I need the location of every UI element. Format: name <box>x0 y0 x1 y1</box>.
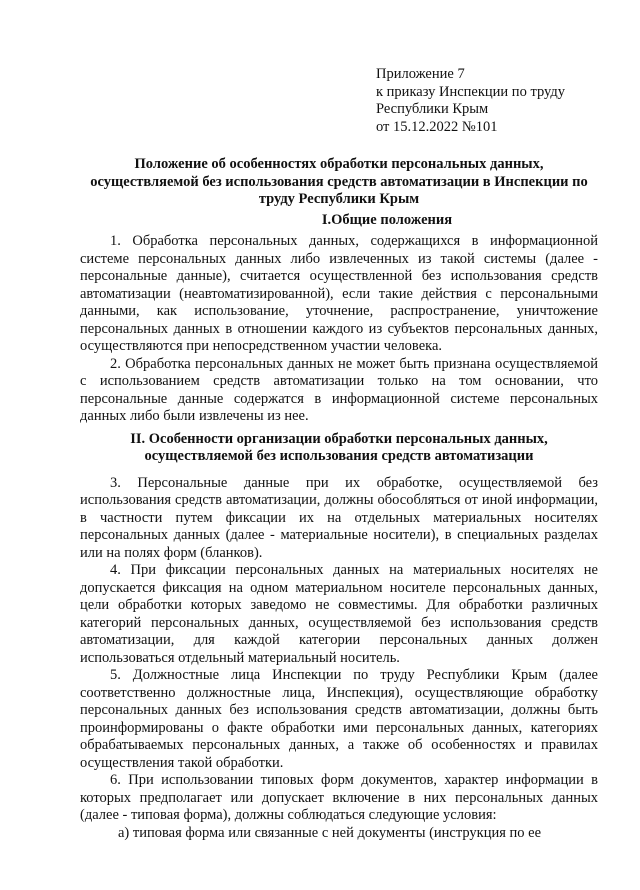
annex-region: Республики Крым <box>376 101 489 117</box>
paragraph-3: 3. Персональные данные при их обработке, осуществляемой без использования средств автоматизации, должны обособляться от иной информации, в частности путем фиксации их на отдельных материальных носителях персональных данных (далее - материальные носители), в специальных разделах или на полях форм (бланков). <box>80 474 598 561</box>
document-body <box>80 156 598 842</box>
paragraph-2: 2. Обработка персональных данных не может быть признана осуществляемой с использованием средств автоматизации только на том основании, что персональные данные содержатся в информационной системе персональных данных либо были извлечены из нее. <box>80 355 598 424</box>
paragraph-6a: а) типовая форма или связанные с ней документы (инструкция по ее <box>118 824 542 841</box>
section-1-heading: I.Общие положения <box>321 211 453 228</box>
paragraph-1: 1. Обработка персональных данных, содержащихся в информационной системе персональных данных либо извлеченных из такой системы (далее - персональные данные), считается осуществленной без использования средств автоматизации (неавтоматизированной), если такие действия с персональными данными, как использование, уточнение, распространение, уничтожение персональных данных в отношении каждого из субъектов персональных данных, осуществляются при непосредственном участии человека. <box>80 233 598 354</box>
paragraph-4: 4. При фиксации персональных данных на материальных носителях не допускается фиксация на одном материальном носителе персональных данных, цели обработки которых заведомо не совместимы. Для обработки различных категорий персональных данных, осуществляемой без использования средств автоматизации, для каждой категории персональных данных должен использоваться отдельный материальный носитель. <box>80 562 598 666</box>
section-2-heading: II. Особенности организации обработки персональных данных, осуществляемой без использования средств автоматизации <box>130 430 548 464</box>
annex-number: Приложение 7 <box>376 66 465 82</box>
paragraph-5: 5. Должностные лица Инспекции по труду Республики Крым (далее соответственно должностные лица, Инспекция), осуществляющие обработку персональных данных без использования средств автоматизации, должны быть проинформированы о факте обработки ими персональных данных, категориях обрабатываемых персональных данных, а также об особенностях и правилах осуществления такой обработки. <box>80 667 598 771</box>
document-title: Положение об особенностях обработки персональных данных, осуществляемой без использования средств автоматизации в Инспекции по труду Республики Крым <box>90 156 588 207</box>
annex-order-ref: к приказу Инспекции по труду <box>376 83 565 100</box>
annex-date: от 15.12.2022 №101 <box>376 118 498 135</box>
annex-block <box>376 66 565 136</box>
paragraph-6: 6. При использовании типовых форм документов, характер информации в которых предполагает или допускает включение в них персональных данных (далее - типовая форма), должны соблюдаться следующие условия: <box>80 772 598 823</box>
